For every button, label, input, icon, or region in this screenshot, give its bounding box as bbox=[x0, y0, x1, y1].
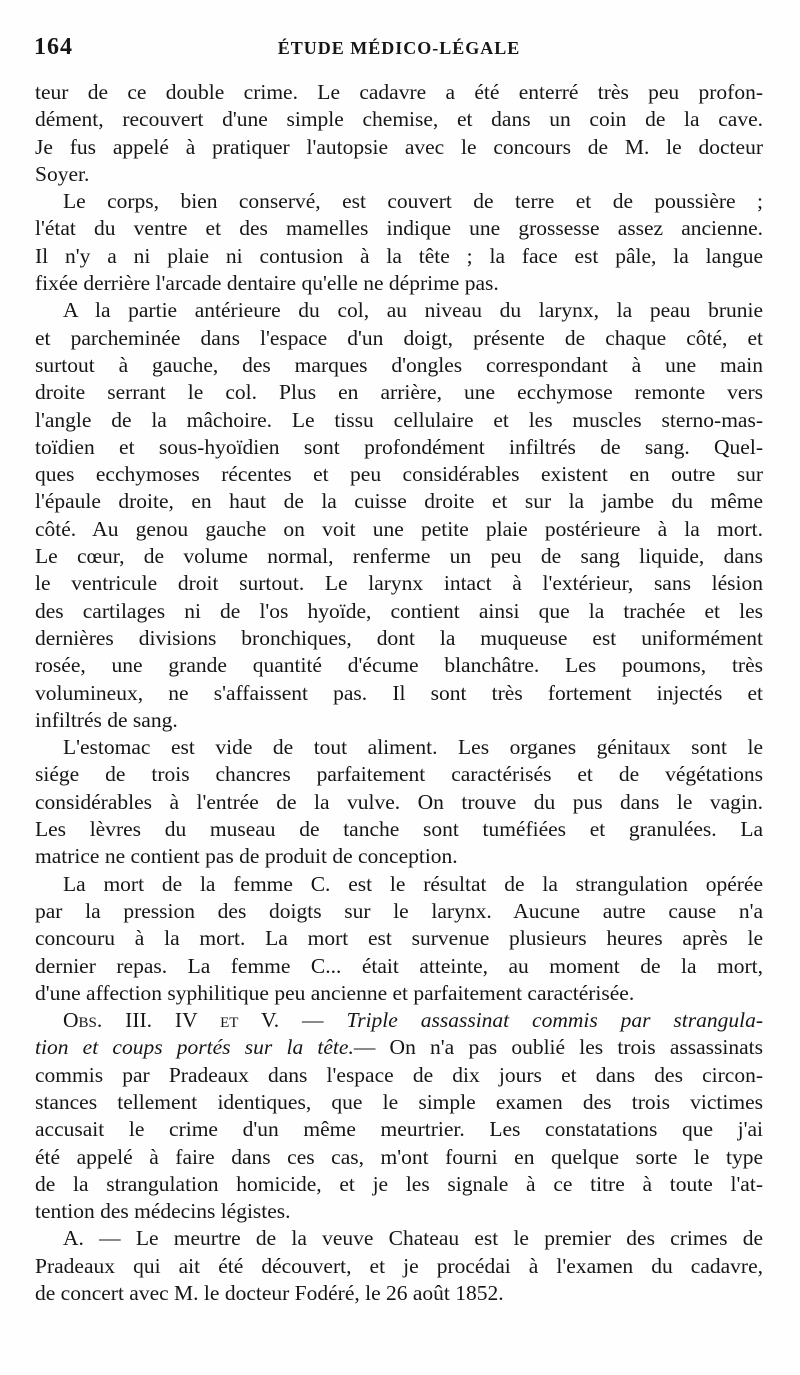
text-line: Je fus appelé à pratiquer l'autopsie avec le concours de M. le docteur bbox=[35, 134, 763, 159]
text-line: le ventricule droit surtout. Le larynx intact à l'extérieur, sans lésion bbox=[35, 571, 763, 596]
text-line: par la pression des doigts sur le larynx. Aucune autre cause n'a bbox=[35, 898, 763, 923]
text-line: siége de trois chancres parfaitement caractérisés et de végétations bbox=[35, 762, 763, 787]
paragraph bbox=[35, 1225, 763, 1307]
text-line: Le cœur, de volume normal, renferme un peu de sang liquide, dans bbox=[35, 544, 763, 569]
text-line: infiltrés de sang. bbox=[35, 707, 178, 732]
observation-intro: — On n'a pas oublié les trois assassinats bbox=[353, 1035, 763, 1060]
text-line: droite serrant le col. Plus en arrière, une ecchymose remonte vers bbox=[35, 380, 763, 405]
text-line: d'une affection syphilitique peu ancienne et parfaitement caractérisée. bbox=[35, 980, 635, 1005]
text-line: surtout à gauche, des marques d'ongles correspondant à une main bbox=[35, 352, 763, 377]
text-line: fixée derrière l'arcade dentaire qu'elle ne déprime pas. bbox=[35, 271, 499, 296]
text-line: dernier repas. La femme C... était atteinte, au moment de la mort, bbox=[35, 953, 763, 978]
text-line: Le corps, bien conservé, est couvert de terre et de poussière ; bbox=[63, 189, 763, 214]
running-title: ÉTUDE MÉDICO-LÉGALE bbox=[277, 38, 521, 58]
text-line: Pradeaux qui ait été découvert, et je procédai à l'examen du cadavre, bbox=[35, 1253, 763, 1278]
paragraph bbox=[35, 188, 763, 297]
text-line: des cartilages ni de l'os hyoïde, contient ainsi que la trachée et les bbox=[35, 598, 763, 623]
running-head bbox=[34, 34, 764, 74]
text-line: teur de ce double crime. Le cadavre a été enterré très peu profon- bbox=[35, 80, 763, 104]
text-line: toïdien et sous-hyoïdien sont profondément infiltrés de sang. Quel- bbox=[35, 434, 763, 459]
text-line: été appelé à faire dans ces cas, m'ont fourni en quelque sorte le type bbox=[35, 1144, 763, 1169]
body-text bbox=[35, 79, 763, 1307]
paragraph bbox=[35, 871, 763, 1007]
text-line: de concert avec M. le docteur Fodéré, le 26 août 1852. bbox=[35, 1281, 504, 1306]
text-line: considérables à l'entrée de la vulve. On trouve du pus dans le vagin. bbox=[35, 789, 763, 814]
text-line: Soyer. bbox=[35, 161, 90, 186]
text-line: matrice ne contient pas de produit de conception. bbox=[35, 844, 458, 869]
text-line: côté. Au genou gauche on voit une petite plaie postérieure à la mort. bbox=[35, 516, 763, 541]
text-line: et parcheminée dans l'espace d'un doigt, présente de chaque côté, et bbox=[35, 325, 763, 350]
text-line: l'angle de la mâchoire. Le tissu cellulaire et les muscles sterno-mas- bbox=[35, 407, 763, 432]
text-line: commis par Pradeaux dans l'espace de dix jours et dans des circon- bbox=[35, 1062, 763, 1087]
text-line: dément, recouvert d'une simple chemise, et dans un coin de la cave. bbox=[35, 107, 763, 132]
text-line: ques ecchymoses récentes et peu considérables existent en outre sur bbox=[35, 462, 763, 487]
observation-label: Obs. III. IV et V. — bbox=[63, 1008, 324, 1033]
text-line: volumineux, ne s'affaissent pas. Il sont très fortement injectés et bbox=[35, 680, 763, 705]
observation-heading-line bbox=[35, 1007, 763, 1034]
text-line: de la strangulation homicide, et je les signale à ce titre à toute l'at- bbox=[35, 1171, 763, 1196]
text-line: A. — Le meurtre de la veuve Chateau est le premier des crimes de bbox=[63, 1226, 763, 1251]
text-line: concouru à la mort. La mort est survenue plusieurs heures après le bbox=[35, 926, 763, 951]
text-line: tention des médecins légistes. bbox=[35, 1199, 291, 1224]
observation-paragraph bbox=[35, 1007, 763, 1225]
observation-title-continued: tion et coups portés sur la tête. bbox=[35, 1035, 354, 1060]
text-line: Les lèvres du museau de tanche sont tuméfiées et granulées. La bbox=[35, 817, 763, 842]
paragraph bbox=[35, 79, 763, 188]
text-line: l'épaule droite, en haut de la cuisse droite et sur la jambe du même bbox=[35, 489, 763, 514]
observation-heading-line bbox=[35, 1034, 763, 1061]
text-line: A la partie antérieure du col, au niveau du larynx, la peau brunie bbox=[63, 298, 763, 323]
text-line: stances tellement identiques, que le simple examen des trois victimes bbox=[35, 1089, 763, 1114]
paragraph bbox=[35, 297, 763, 734]
paragraph bbox=[35, 734, 763, 870]
page-number: 164 bbox=[34, 34, 73, 60]
text-line: Il n'y a ni plaie ni contusion à la tête ; la face est pâle, la langue bbox=[35, 243, 763, 268]
observation-title: Triple assassinat commis par strangula- bbox=[346, 1008, 764, 1033]
text-line: dernières divisions bronchiques, dont la muqueuse est uniformément bbox=[35, 625, 763, 650]
text-line: L'estomac est vide de tout aliment. Les organes génitaux sont le bbox=[63, 735, 763, 760]
text-line: La mort de la femme C. est le résultat de la strangulation opérée bbox=[63, 871, 763, 896]
text-line: rosée, une grande quantité d'écume blanchâtre. Les poumons, très bbox=[35, 653, 763, 678]
text-line: accusait le crime d'un même meurtrier. Les constatations que j'ai bbox=[35, 1117, 763, 1142]
text-line: l'état du ventre et des mamelles indique une grossesse assez ancienne. bbox=[35, 216, 763, 241]
